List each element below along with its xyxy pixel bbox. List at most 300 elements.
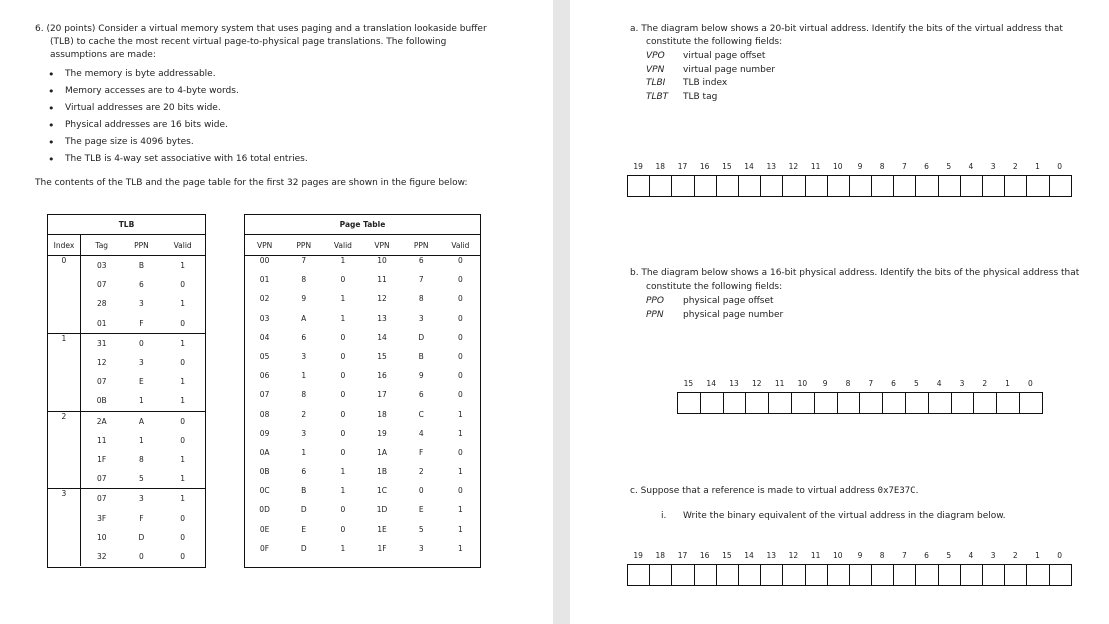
tlb-tag-cell: 32 (96, 551, 107, 561)
pt-vpn-cell: 09 (259, 428, 270, 438)
pt-ppn-cell: 3 (301, 428, 307, 438)
tlb-index-cell: 1 (48, 333, 80, 353)
bit-label: 3 (990, 162, 996, 171)
bit-box[interactable] (952, 393, 975, 413)
bit-label: 5 (946, 162, 952, 171)
tlb-index-cell: 2 (48, 411, 80, 431)
pt-vpn-cell: 08 (259, 409, 270, 419)
pt-vpn-cell: 1B (377, 467, 387, 477)
bit-label: 15 (722, 551, 732, 560)
page-table-row (245, 525, 480, 544)
tlb-ppn-cell: 6 (139, 280, 144, 290)
tlb-row (48, 353, 205, 372)
tlb-tag-cell: 07 (96, 377, 107, 387)
tlb-ppn-cell: 1 (123, 391, 161, 411)
tlb-ppn-cell: E (139, 377, 144, 387)
bit-box[interactable] (783, 565, 805, 585)
right-page (570, 0, 1109, 624)
bit-box[interactable] (974, 393, 997, 413)
pt-vpn-cell: 1A (377, 447, 387, 457)
bit-label: 18 (655, 551, 666, 560)
pt-valid-cell: 0 (458, 447, 463, 457)
physical-address-bit-boxes[interactable] (677, 392, 1043, 414)
pt-vpn-cell: 0D (259, 505, 270, 515)
tlb-index-cell (48, 431, 80, 450)
pt-valid-cell: 0 (458, 486, 463, 496)
tlb-valid-cell: 1 (180, 377, 186, 387)
page-table-header: VPN (245, 235, 284, 256)
pt-vpn-cell: 06 (259, 371, 270, 381)
bit-label: 2 (1012, 551, 1018, 560)
page-table-row (245, 371, 480, 390)
pt-ppn-cell: 8 (301, 390, 307, 400)
tlb-ppn-cell: B (138, 261, 144, 271)
field-abbr: VPO (646, 51, 665, 61)
bit-label: 12 (752, 379, 762, 388)
bit-box[interactable] (961, 565, 983, 585)
bit-label: 10 (797, 379, 808, 388)
binary-address-bit-boxes[interactable] (627, 564, 1072, 586)
bit-label: 15 (683, 379, 694, 388)
tlb-valid-cell: 1 (180, 494, 186, 504)
bit-box[interactable] (894, 565, 916, 585)
pt-valid-cell: 0 (340, 447, 346, 457)
pt-ppn-cell: 2 (418, 467, 424, 477)
pt-valid-cell: 0 (458, 275, 463, 285)
pt-ppn-cell: 2 (301, 409, 307, 419)
tlb-index-cell (48, 508, 80, 527)
tlb-valid-cell: 0 (180, 513, 186, 523)
bit-box[interactable] (983, 176, 1005, 196)
bit-label: 11 (774, 379, 785, 388)
page-table-row (245, 294, 480, 313)
tlb-valid-cell: 0 (180, 280, 186, 290)
pt-ppn-cell: 9 (301, 294, 307, 304)
bit-label: 19 (633, 162, 643, 171)
pt-ppn-cell: C (418, 409, 424, 419)
pt-ppn-cell: 1 (301, 371, 307, 381)
field-row (646, 64, 775, 78)
pt-ppn-cell: 6 (301, 467, 307, 477)
part-b-line-1: b. The diagram below shows a 16-bit physical address. Identify the bits of the physical address that (630, 268, 1080, 278)
pt-valid-cell: 1 (340, 486, 346, 496)
bit-box[interactable] (739, 176, 761, 196)
tlb-row (48, 411, 205, 431)
bit-label: 12 (788, 162, 799, 171)
tlb-table (48, 215, 205, 566)
bit-box[interactable] (860, 393, 883, 413)
bit-box[interactable] (650, 176, 672, 196)
tlb-row (48, 450, 205, 469)
bit-box[interactable] (761, 565, 783, 585)
bit-box[interactable] (939, 176, 961, 196)
bit-box[interactable] (672, 176, 694, 196)
tlb-tag-cell: 31 (96, 338, 107, 348)
pt-vpn-cell: 1F (377, 543, 387, 553)
assumption-item: • The TLB is 4-way set associative with 16 total entries. (48, 151, 308, 168)
assumption-item: • Memory accesses are to 4-byte words. (48, 83, 308, 100)
bit-box[interactable] (1027, 565, 1049, 585)
bit-label: 19 (633, 551, 643, 560)
field-row (646, 91, 775, 105)
pt-valid-cell: 0 (340, 409, 346, 419)
bit-box[interactable] (650, 565, 672, 585)
tlb-valid-cell: 0 (180, 551, 186, 561)
bit-box[interactable] (678, 393, 701, 413)
tlb-tag-cell: 10 (96, 532, 107, 542)
bit-label: 4 (968, 162, 974, 171)
bit-label: 2 (1012, 162, 1018, 171)
bit-label: 5 (946, 551, 952, 560)
pt-ppn-cell: 3 (418, 543, 424, 553)
tlb-title: TLB (118, 220, 135, 229)
tlb-row (48, 314, 205, 334)
pt-valid-cell: 1 (340, 294, 346, 304)
tlb-tag-cell: 03 (96, 261, 107, 271)
page-table-header: VPN (362, 235, 401, 256)
tlb-row (48, 275, 205, 294)
bit-box[interactable] (739, 565, 761, 585)
bit-box[interactable] (1027, 176, 1049, 196)
field-row (646, 50, 775, 64)
field-desc: physical page offset (683, 296, 774, 306)
bit-box[interactable] (717, 565, 739, 585)
pt-ppn-cell: 3 (301, 351, 307, 361)
bit-box[interactable] (1005, 176, 1027, 196)
tlb-row (48, 528, 205, 547)
tlb-valid-cell: 1 (160, 391, 205, 411)
pt-valid-cell: 1 (458, 409, 463, 419)
bit-label: 4 (936, 379, 942, 388)
pt-vpn-cell: 0A (259, 447, 270, 457)
bit-box[interactable] (1005, 565, 1027, 585)
bit-label: 4 (968, 551, 974, 560)
tlb-index-cell: 3 (48, 489, 80, 509)
page-table-header: Valid (323, 235, 362, 256)
pt-vpn-cell: 14 (377, 332, 387, 342)
bit-box[interactable] (672, 565, 694, 585)
field-abbr: PPO (646, 296, 664, 306)
part-b-fields (646, 295, 783, 322)
bit-box[interactable] (916, 176, 938, 196)
pt-valid-cell: 0 (340, 428, 346, 438)
bit-box[interactable] (815, 393, 838, 413)
part-a-line-2: constitute the following fields: (646, 37, 783, 47)
field-desc: TLB tag (683, 91, 718, 102)
pt-valid-cell: 0 (458, 351, 463, 361)
bit-label: 1 (1035, 551, 1040, 560)
bit-label: 9 (857, 551, 863, 560)
tlb-row (48, 256, 205, 276)
page-table-row (245, 352, 480, 371)
pt-valid-cell: 0 (340, 371, 346, 381)
bit-box[interactable] (916, 565, 938, 585)
question-intro-line-1: 6. (20 points) Consider a virtual memory system that uses paging and a translation lookaside buffer (35, 24, 487, 34)
tlb-index-cell (48, 547, 80, 566)
bit-box[interactable] (939, 565, 961, 585)
tlb-index-cell (48, 353, 80, 372)
pt-vpn-cell: 00 (259, 256, 270, 265)
pt-vpn-cell: 05 (259, 351, 270, 361)
bit-box[interactable] (806, 176, 828, 196)
bit-label: 14 (744, 551, 754, 560)
pt-ppn-cell: 7 (301, 256, 307, 265)
bit-box[interactable] (628, 176, 650, 196)
bit-label: 18 (655, 162, 666, 171)
tlb-header-row (48, 235, 205, 256)
tlb-header: Valid (160, 235, 205, 256)
bit-box[interactable] (746, 393, 769, 413)
tlb-row (48, 372, 205, 391)
tlb-ppn-cell: 5 (123, 469, 161, 489)
tlb-index-cell (48, 372, 80, 391)
field-desc: TLB index (683, 78, 728, 88)
bit-label: 3 (959, 379, 965, 388)
tlb-tag-cell: 1F (97, 454, 107, 464)
bit-label: 9 (857, 162, 863, 171)
bit-box[interactable] (1050, 176, 1071, 196)
tlb-valid-cell: 1 (180, 338, 186, 348)
bit-box[interactable] (628, 565, 650, 585)
bit-box[interactable] (906, 393, 929, 413)
binary-address-bit-labels (627, 551, 1071, 560)
bit-box[interactable] (983, 565, 1005, 585)
pt-valid-cell: 0 (340, 505, 346, 515)
pt-vpn-cell: 0B (259, 467, 270, 477)
bit-label: 14 (744, 162, 754, 171)
pt-vpn-cell: 07 (259, 390, 270, 400)
pt-valid-cell: 0 (458, 294, 463, 304)
pt-vpn-cell: 02 (259, 294, 270, 304)
bit-box[interactable] (695, 176, 717, 196)
virtual-address-bit-labels (627, 162, 1071, 171)
page-table-row (245, 256, 480, 276)
part-c-line (630, 485, 918, 498)
field-row (646, 309, 783, 323)
bit-box[interactable] (872, 176, 894, 196)
page-table-row (245, 467, 480, 486)
pt-vpn-cell: 1E (377, 524, 387, 534)
bit-box[interactable] (806, 565, 828, 585)
pt-vpn-cell: 01 (259, 275, 270, 285)
pt-ppn-cell: E (301, 524, 307, 534)
pt-vpn-cell: 13 (377, 313, 387, 323)
page-table-header: PPN (284, 235, 323, 256)
tlb-ppn-cell: F (139, 513, 144, 523)
bit-label: 10 (833, 551, 843, 560)
bit-box[interactable] (997, 393, 1020, 413)
tlb-index-cell (48, 450, 80, 469)
tlb-valid-cell: 1 (160, 469, 205, 489)
bit-box[interactable] (828, 565, 850, 585)
tlb-ppn-cell: 3 (139, 358, 144, 368)
tlb-ppn-cell: F (123, 314, 161, 334)
bit-box[interactable] (929, 393, 952, 413)
assumptions-list (48, 66, 308, 168)
part-c-suffix: . (915, 486, 919, 496)
pt-valid-cell: 0 (458, 390, 463, 400)
bit-label: 1 (1035, 162, 1040, 171)
bit-box[interactable] (724, 393, 747, 413)
tlb-index-cell (48, 469, 80, 489)
bit-box[interactable] (1020, 393, 1042, 413)
bit-label: 17 (677, 551, 688, 560)
bit-label: 6 (924, 551, 929, 560)
field-abbr: VPN (646, 64, 665, 75)
bit-box[interactable] (769, 393, 792, 413)
pt-ppn-cell: 8 (418, 294, 424, 304)
field-row (646, 77, 775, 91)
pt-ppn-cell: 4 (418, 428, 424, 438)
pt-ppn-cell: B (301, 486, 307, 496)
pt-ppn-cell: 9 (418, 371, 424, 381)
bit-box[interactable] (961, 176, 983, 196)
tlb-index-cell (48, 294, 80, 313)
tlb-valid-cell: 0 (180, 532, 186, 542)
bit-label: 1 (1005, 379, 1010, 388)
pt-vpn-cell: 19 (377, 428, 387, 438)
pt-valid-cell: 0 (340, 351, 346, 361)
pt-vpn-cell: 12 (377, 294, 387, 304)
bit-box[interactable] (792, 393, 815, 413)
bit-label: 9 (822, 379, 828, 388)
pt-vpn-cell: 1C (377, 486, 388, 496)
pt-vpn-cell: 11 (377, 275, 387, 285)
bit-label: 8 (845, 379, 851, 388)
bit-box[interactable] (883, 393, 906, 413)
part-a-fields (646, 50, 775, 104)
tlb-ppn-cell: A (138, 416, 144, 426)
field-abbr: TLBT (646, 91, 669, 102)
field-desc: physical page number (683, 309, 784, 320)
tlb-tag-cell: 2A (96, 416, 107, 426)
pt-ppn-cell: B (418, 351, 424, 361)
tlb-valid-cell: 0 (180, 358, 186, 368)
pt-ppn-cell: 8 (301, 275, 307, 285)
tlb-header: PPN (123, 235, 161, 256)
tlb-ppn-cell: 1 (139, 435, 144, 445)
bit-box[interactable] (701, 393, 724, 413)
tlb-row (48, 333, 205, 353)
field-abbr: PPN (646, 309, 664, 320)
bit-box[interactable] (1050, 565, 1071, 585)
bit-label: 3 (990, 551, 996, 560)
question-intro-line-3: assumptions are made: (50, 50, 156, 60)
bit-label: 10 (833, 162, 843, 171)
pt-ppn-cell: 6 (301, 332, 307, 342)
bit-box[interactable] (717, 176, 739, 196)
bit-label: 0 (1057, 162, 1063, 171)
page-table-row (245, 314, 480, 333)
pt-valid-cell: 0 (458, 371, 463, 381)
question-intro-line-2: (TLB) to cache the most recent virtual page-to-physical page translations. The following (50, 37, 447, 47)
pt-valid-cell: 0 (340, 332, 346, 342)
page-table-header: Valid (441, 235, 480, 256)
pt-ppn-cell: 5 (418, 524, 424, 534)
part-a-line-1: a. The diagram below shows a 20-bit virtual address. Identify the bits of the virtual address that (630, 24, 1063, 34)
bit-box[interactable] (783, 176, 805, 196)
pt-vpn-cell: 1D (376, 505, 388, 515)
virtual-address-bit-boxes[interactable] (627, 175, 1072, 197)
tlb-tag-cell: 11 (96, 435, 107, 445)
tlb-ppn-cell: 3 (139, 299, 144, 309)
bit-label: 7 (901, 162, 907, 171)
field-desc: virtual page offset (683, 51, 766, 61)
bit-box[interactable] (828, 176, 850, 196)
tlb-row (48, 391, 205, 411)
tlb-tag-cell: 07 (96, 494, 107, 504)
tlb-tag-cell: 28 (96, 299, 107, 309)
pt-ppn-cell: 1 (301, 447, 307, 457)
assumption-item: • The page size is 4096 bytes. (48, 134, 308, 151)
bit-box[interactable] (894, 176, 916, 196)
physical-address-bit-labels (677, 379, 1042, 388)
bit-box[interactable] (850, 565, 872, 585)
page-table-row (245, 410, 480, 429)
bit-label: 16 (699, 162, 710, 171)
pt-vpn-cell: 04 (259, 332, 270, 342)
tlb-tag-cell: 07 (80, 469, 122, 489)
tlb-index-cell (48, 314, 80, 334)
pt-valid-cell: 1 (340, 543, 346, 553)
tlb-row (48, 469, 205, 489)
page-table-row (245, 448, 480, 467)
tlb-tag-cell: 07 (96, 280, 107, 290)
pt-valid-cell: 0 (458, 256, 463, 265)
pt-vpn-cell: 17 (377, 390, 387, 400)
assumption-item: • The memory is byte addressable. (48, 66, 308, 83)
bit-label: 8 (879, 162, 885, 171)
part-b-line-2: constitute the following fields: (646, 282, 783, 292)
tlb-valid-cell: 0 (180, 416, 186, 426)
bit-label: 13 (766, 551, 776, 560)
tlb-tag-cell: 01 (80, 314, 122, 334)
page-table-row (245, 486, 480, 505)
bit-label: 6 (924, 162, 929, 171)
tlb-ppn-cell: 8 (139, 454, 144, 464)
tlb-index-cell: 0 (48, 256, 80, 276)
bit-label: 7 (868, 379, 874, 388)
pt-valid-cell: 1 (458, 428, 463, 438)
bit-box[interactable] (872, 565, 894, 585)
part-c-sub-i-text: Write the binary equivalent of the virtual address in the diagram below. (683, 511, 1006, 521)
field-abbr: TLBI (646, 78, 666, 88)
pt-ppn-cell: 0 (418, 486, 424, 496)
pt-vpn-cell: 16 (377, 371, 387, 381)
pt-valid-cell: 0 (458, 313, 463, 323)
tlb-title-row (48, 215, 205, 235)
bit-box[interactable] (850, 176, 872, 196)
pt-valid-cell: 1 (340, 313, 346, 323)
part-c-sub-i-marker: i. (661, 511, 667, 521)
bit-label: 7 (901, 551, 907, 560)
page-table (245, 215, 480, 563)
pt-ppn-cell: D (300, 505, 307, 515)
tlb-valid-cell: 1 (180, 299, 186, 309)
assumption-item: • Virtual addresses are 20 bits wide. (48, 100, 308, 117)
bit-label: 17 (677, 162, 688, 171)
tlb-ppn-cell: 3 (139, 494, 144, 504)
bit-label: 11 (810, 162, 821, 171)
bit-box[interactable] (761, 176, 783, 196)
tlb-row (48, 508, 205, 527)
tlb-header: Index (48, 235, 80, 256)
pt-ppn-cell: E (418, 505, 424, 515)
bit-box[interactable] (838, 393, 861, 413)
page-table-row (245, 505, 480, 524)
bit-box[interactable] (695, 565, 717, 585)
pt-valid-cell: 1 (340, 467, 346, 477)
